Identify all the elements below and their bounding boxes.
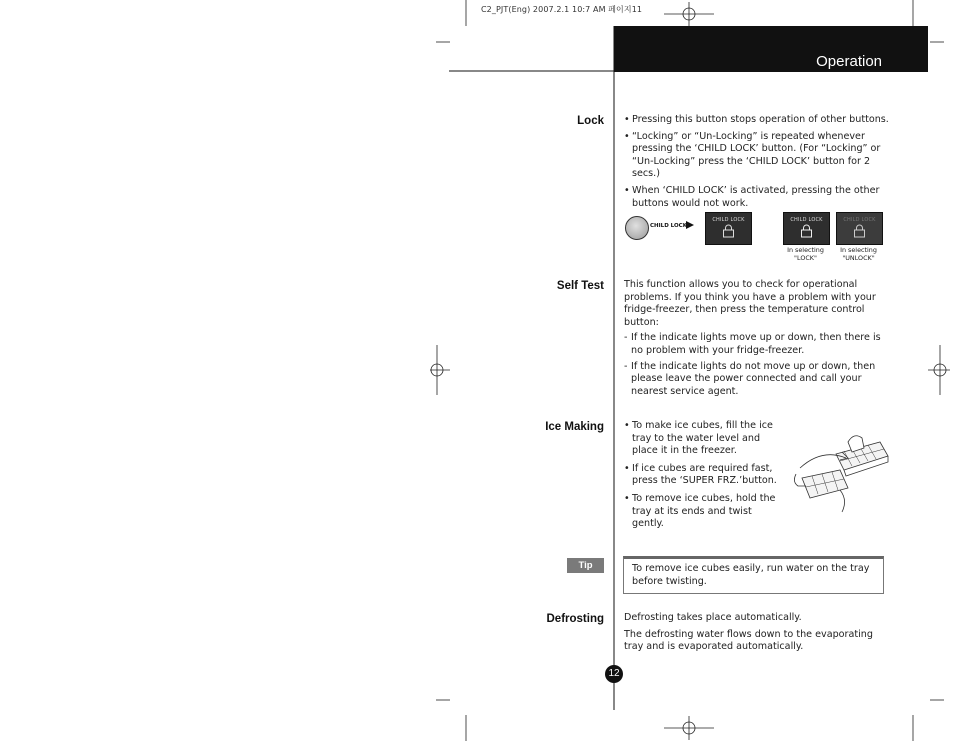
lock-bullet: • When ‘CHILD LOCK’ is activated, pressing the other buttons would not work. [624,185,896,210]
child-lock-panel [705,212,752,245]
defrosting-heading: Defrosting [546,613,604,625]
tip-text: To remove ice cubes easily, run water on the tray before twisting. [632,563,870,587]
child-lock-knob-icon [625,216,649,240]
page-number: 12 [605,665,623,683]
padlock-icon [800,224,813,238]
defrosting-body [624,612,894,654]
ice-making-bullet: • To remove ice cubes, hold the tray at its ends and twist gently. [624,493,784,531]
padlock-icon [722,224,735,238]
defrosting-line: Defrosting takes place automatically. [624,612,802,623]
tip-badge: Tip [567,558,604,573]
unlock-selected-panel-label: CHILD LOCK [843,217,876,223]
section-banner [614,26,928,72]
ice-making-bullet: • To make ice cubes, fill the ice tray to the water level and place it in the freezer. [624,420,784,458]
ice-making-heading: Ice Making [545,421,604,433]
lock-bullet: • “Locking” or “Un-Locking” is repeated whenever pressing the ‘CHILD LOCK’ button. (For “Locking” or “Un-Locking” press the ‘CHILD LOCK’ button for 2 secs.) [624,131,896,181]
self-test-item: - If the indicate lights do not move up or down, then please leave the power connected and call your nearest service agent. [624,361,886,399]
print-header: C2_PJT(Eng) 2007.2.1 10:7 AM 페이지11 [481,5,643,14]
ice-tray-illustration [792,430,892,516]
self-test-item: - If the indicate lights move up or down, then there is no problem with your fridge-freezer. [624,332,886,357]
ice-making-body [624,420,784,535]
lock-selected-panel-label: CHILD LOCK [790,217,823,223]
child-lock-panel-label: CHILD LOCK [712,217,745,223]
self-test-intro: This function allows you to check for operational problems. If you think you have a problem with your fridge-freezer, then press the temperature control button: [624,279,876,328]
lock-body [624,114,896,214]
self-test-body [624,279,886,401]
arrow-right-icon [686,221,694,229]
ice-making-bullet: • If ice cubes are required fast, press the ‘SUPER FRZ.’button. [624,463,784,488]
caption-lock: In selecting "LOCK" [787,246,824,262]
lock-heading: Lock [577,115,604,127]
defrosting-line: The defrosting water flows down to the evaporating tray and is evaporated automatically. [624,628,873,653]
padlock-icon [853,224,866,238]
lock-bullet: • Pressing this button stops operation of other buttons. [624,114,896,127]
self-test-heading: Self Test [556,280,604,292]
tip-box [623,556,884,594]
lock-selected-panel [783,212,830,245]
child-lock-button-label: CHILD LOCK [650,223,687,229]
unlock-selected-panel [836,212,883,245]
page-title: Operation [816,53,882,70]
caption-unlock: In selecting "UNLOCK" [840,246,877,262]
